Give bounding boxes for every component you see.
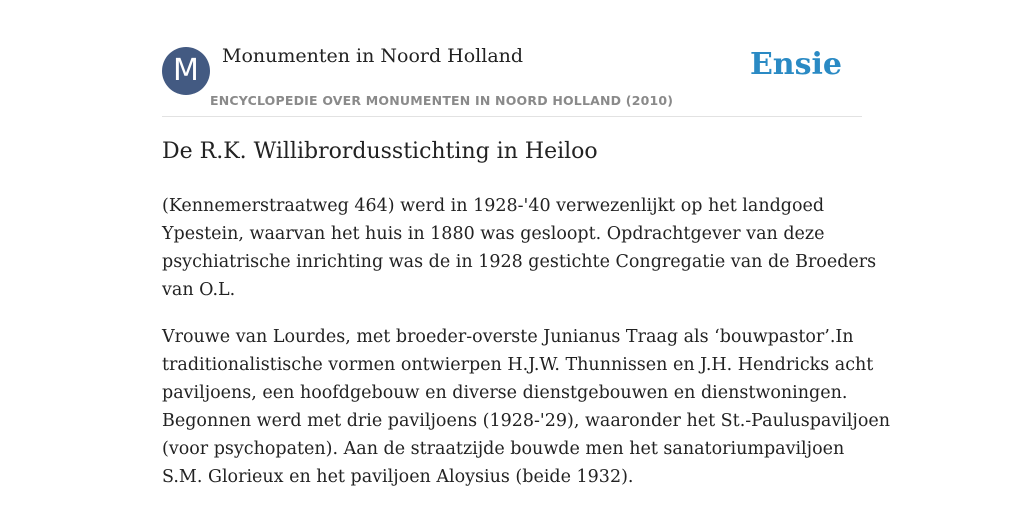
paragraph-line: (Kennemerstraatweg 464) werd in 1928-'40 verwezenlijkt op het landgoed bbox=[162, 196, 825, 216]
article-paragraph-1 bbox=[162, 192, 877, 304]
paragraph-line: paviljoens, een hoofdgebouw en diverse dienstgebouwen en dienstwoningen. bbox=[162, 383, 848, 403]
avatar[interactable]: M bbox=[162, 47, 210, 95]
paragraph-line: traditionalistische vormen ontwierpen H.J.W. Thunnissen en J.H. Hendricks acht bbox=[162, 355, 874, 375]
paragraph-line: (voor psychopaten). Aan de straatzijde bouwde men het sanatoriumpaviljoen bbox=[162, 439, 845, 459]
paragraph-line: Vrouwe van Lourdes, met broeder-overste Junianus Traag als ‘bouwpastor’.In bbox=[162, 327, 854, 347]
paragraph-line: van O.L. bbox=[162, 280, 236, 300]
paragraph-line: Ypestein, waarvan het huis in 1880 was gesloopt. Opdrachtgever van deze bbox=[162, 224, 825, 244]
page-container bbox=[162, 0, 891, 487]
ensie-logo-link[interactable]: Ensie bbox=[749, 47, 842, 82]
paragraph-line: Begonnen werd met drie paviljoens (1928-'29), waaronder het St.-Pauluspaviljoen bbox=[162, 411, 891, 431]
site-subtitle: ENCYCLOPEDIE OVER MONUMENTEN IN NOORD HOLLAND (2010) bbox=[210, 93, 674, 108]
paragraph-line: S.M. Glorieux en het paviljoen Aloysius (beide 1932). bbox=[162, 467, 634, 487]
article-paragraph-2 bbox=[162, 323, 891, 491]
site-title-link[interactable]: Monumenten in Noord Holland bbox=[222, 45, 524, 67]
paragraph-line: psychiatrische inrichting was de in 1928 gestichte Congregatie van de Broeders bbox=[162, 252, 877, 272]
site-header bbox=[162, 0, 862, 117]
article-title: De R.K. Willibrordusstichting in Heiloo bbox=[162, 139, 598, 164]
